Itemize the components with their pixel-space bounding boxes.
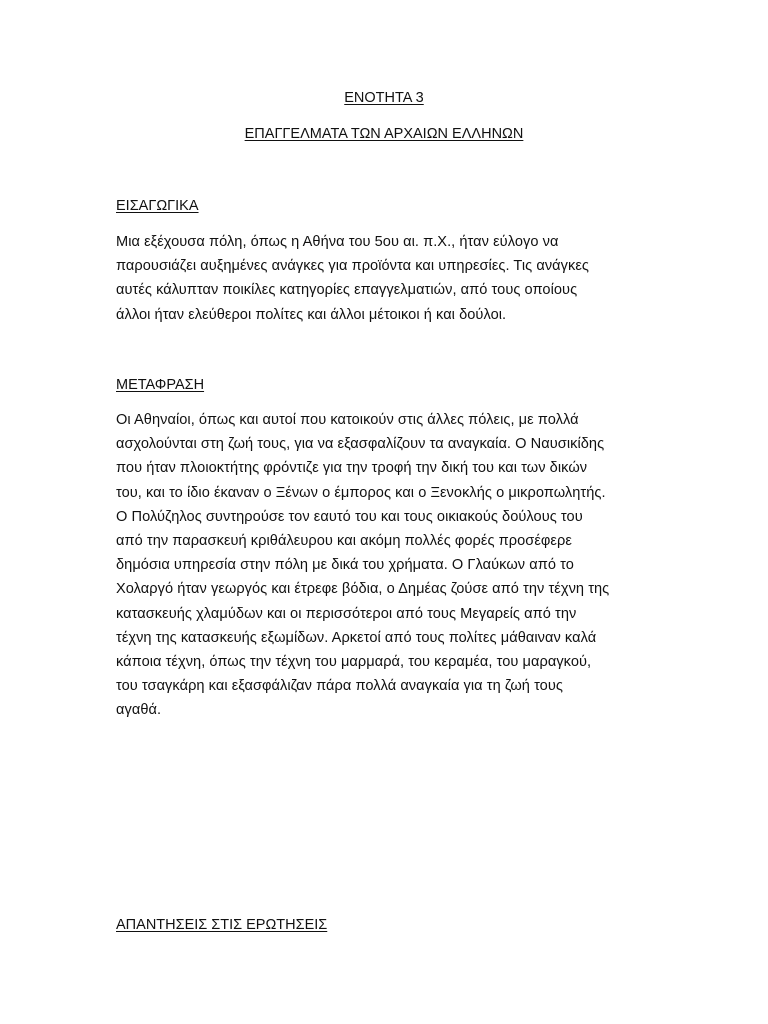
paragraph-line: κατασκευής χλαμύδων και οι περισσότεροι από τους Μεγαρείς από την [116, 605, 577, 622]
paragraph-line: παρουσιάζει αυξημένες ανάγκες για προϊόντα και υπηρεσίες. Τις ανάγκες [116, 258, 589, 275]
main-title: ΕΠΑΓΓΕΛΜΑΤΑ ΤΩΝ ΑΡΧΑΙΩΝ ΕΛΛΗΝΩΝ [244, 126, 524, 142]
section-heading-answers: ΑΠΑΝΤΗΣΕΙΣ ΣΤΙΣ ΕΡΩΤΗΣΕΙΣ [116, 917, 328, 933]
paragraph-line: κάποια τέχνη, όπως την τέχνη του μαρμαρά, του κεραμέα, του μαραγκού, [116, 653, 592, 670]
paragraph-line: Μια εξέχουσα πόλη, όπως η Αθήνα του 5ου αι. π.Χ., ήταν εύλογο να [116, 234, 559, 250]
paragraph-line: του τσαγκάρη και εξασφάλιζαν πάρα πολλά αναγκαία για τη ζωή τους [116, 678, 563, 695]
paragraph-line: που ήταν πλοιοκτήτης φρόντιζε για την τροφή την δική του και των δικών [116, 460, 588, 477]
paragraph-line: δημόσια υπηρεσία στην πόλη με δικά του χρήματα. Ο Γλαύκων από το [116, 557, 574, 574]
section-heading-translation: ΜΕΤΑΦΡΑΣΗ [116, 377, 205, 393]
paragraph-line: Χολαργό ήταν γεωργός και έτρεφε βόδια, ο Δημέας ζούσε από την τέχνη της [116, 581, 610, 598]
paragraph-line: του, και το ίδιο έκαναν ο Ξένων ο έμπορος και ο Ξενοκλής ο μικροπωλητής. [116, 484, 606, 501]
paragraph-line: Ο Πολύζηλος συντηρούσε τον εαυτό του και τους οικιακούς δούλους του [116, 508, 583, 525]
paragraph-line: ασχολούνται στη ζωή τους, για να εξασφαλίζουν τα αναγκαία. Ο Ναυσικίδης [116, 436, 605, 453]
section-heading-introduction: ΕΙΣΑΓΩΓΙΚΑ [116, 198, 199, 214]
paragraph-line: αγαθά. [116, 702, 162, 719]
paragraph-line: αυτές κάλυπταν ποικίλες κατηγορίες επαγγελματιών, από τους οποίους [116, 282, 578, 299]
paragraph-line: Οι Αθηναίοι, όπως και αυτοί που κατοικούν στις άλλες πόλεις, με πολλά [116, 412, 579, 428]
paragraph-line: από την παρασκευή κριθάλευρου και ακόμη πολλές φορές προσέφερε [116, 532, 572, 549]
unit-title: ΕΝΟΤΗΤΑ 3 [344, 90, 424, 106]
translation-paragraph [116, 408, 609, 722]
paragraph-line: τέχνη της κατασκευής εξωμίδων. Αρκετοί από τους πολίτες μάθαιναν καλά [116, 629, 597, 646]
paragraph-line: άλλοι ήταν ελεύθεροι πολίτες και άλλοι μέτοικοι ή και δούλοι. [116, 306, 507, 323]
introduction-paragraph [116, 230, 589, 327]
